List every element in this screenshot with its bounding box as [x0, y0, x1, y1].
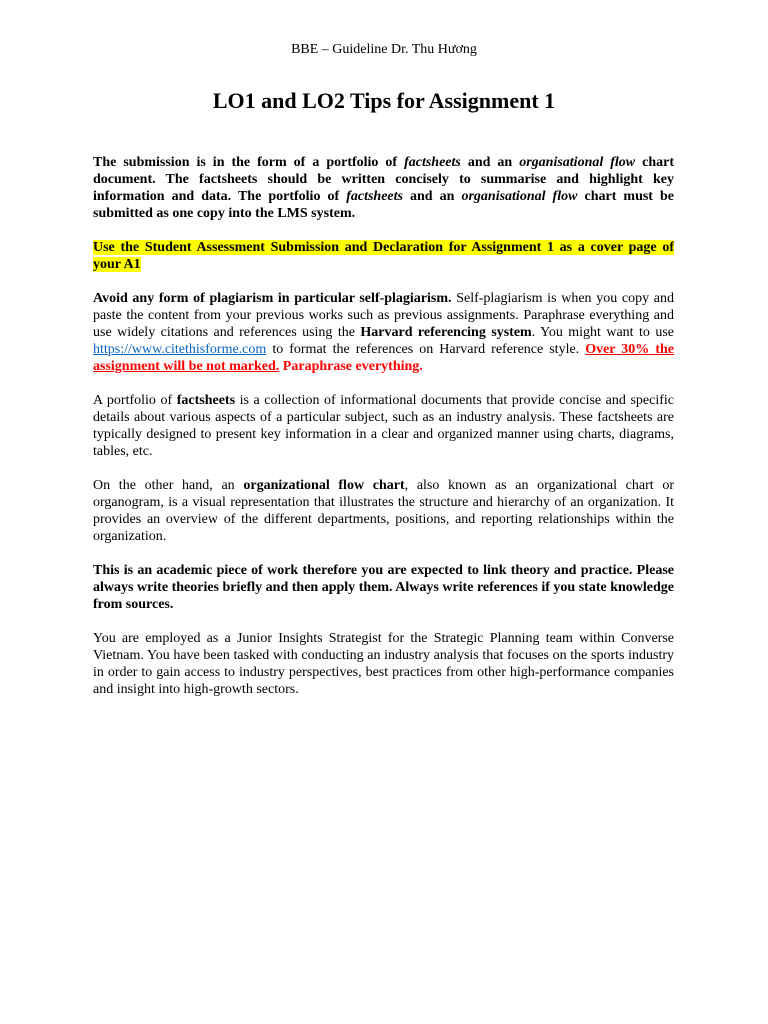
- highlighted-text: Use the Student Assessment Submission and Declaration for Assignment 1 as a cover page of your A1: [93, 240, 674, 272]
- text-run: factsheets: [404, 155, 461, 170]
- text-run: to format the references on Harvard reference style.: [266, 342, 586, 357]
- text-run: factsheets: [346, 189, 403, 204]
- academic-paragraph: This is an academic piece of work therefore you are expected to link theory and practice. Please always write theories briefly and then apply them. Always write references if you state knowledge from sources.: [93, 563, 674, 612]
- text-run: Harvard referencing system: [360, 325, 532, 340]
- warning-text: Over 30% the assignment will be not marked.: [93, 342, 674, 374]
- text-run: chart must be submitted as one copy into the LMS system.: [93, 189, 675, 221]
- text-run: Self-plagiarism is when you copy and paste the content from your previous works such as previous assignments. Paraphrase everything and use widely citations and references using the: [93, 291, 674, 340]
- scenario-paragraph: You are employed as a Junior Insights Strategist for the Strategic Planning team within Converse Vietnam. You have been tasked with conducting an industry analysis that focuses on the sports industry in order to gain access to industry perspectives, best practices from other high-performance companies and insight into high-growth sectors.: [93, 631, 674, 697]
- text-run: Avoid any form of plagiarism in particular self-plagiarism.: [93, 291, 452, 306]
- text-run: is a collection of informational documents that provide concise and specific details about various aspects of a particular subject, such as an industry analysis. These factsheets are typically designed to present key information in a clear and organized manner using charts, diagrams, tables, etc.: [93, 393, 674, 459]
- text-run: and an: [460, 155, 520, 170]
- text-run: and an: [402, 189, 462, 204]
- factsheets-paragraph: [93, 392, 674, 460]
- warning-text: Paraphrase everything.: [279, 359, 423, 374]
- text-run: organizational flow chart: [243, 478, 405, 493]
- text-run: The submission is in the form of a portfolio of: [93, 155, 405, 170]
- document-body: [93, 154, 674, 715]
- text-run: . You might want to use: [531, 325, 674, 340]
- citethisforme-link[interactable]: https://www.citethisforme.com: [93, 342, 267, 357]
- page-header: BBE – Guideline Dr. Thu Hương: [291, 42, 477, 57]
- text-run: On the other hand, an: [93, 478, 244, 493]
- submission-paragraph: [93, 154, 674, 222]
- text-run: A portfolio of: [93, 393, 177, 408]
- flow-chart-paragraph: [93, 477, 674, 545]
- cover-page-paragraph: [93, 239, 674, 273]
- text-run: organisational flow: [519, 155, 636, 170]
- text-run: chart document. The factsheets should be written concisely to summarise and highlight key information and data. The portfolio of: [93, 155, 675, 204]
- text-run: , also known as an organizational chart or organogram, is a visual representation that illustrates the structure and hierarchy of an organization. It provides an overview of the different departments, positions, and reporting relationships within the organization.: [93, 478, 674, 544]
- text-run: organisational flow: [461, 189, 578, 204]
- page-title: LO1 and LO2 Tips for Assignment 1: [212, 88, 556, 113]
- text-run: factsheets: [176, 393, 236, 408]
- plagiarism-paragraph: [93, 290, 674, 375]
